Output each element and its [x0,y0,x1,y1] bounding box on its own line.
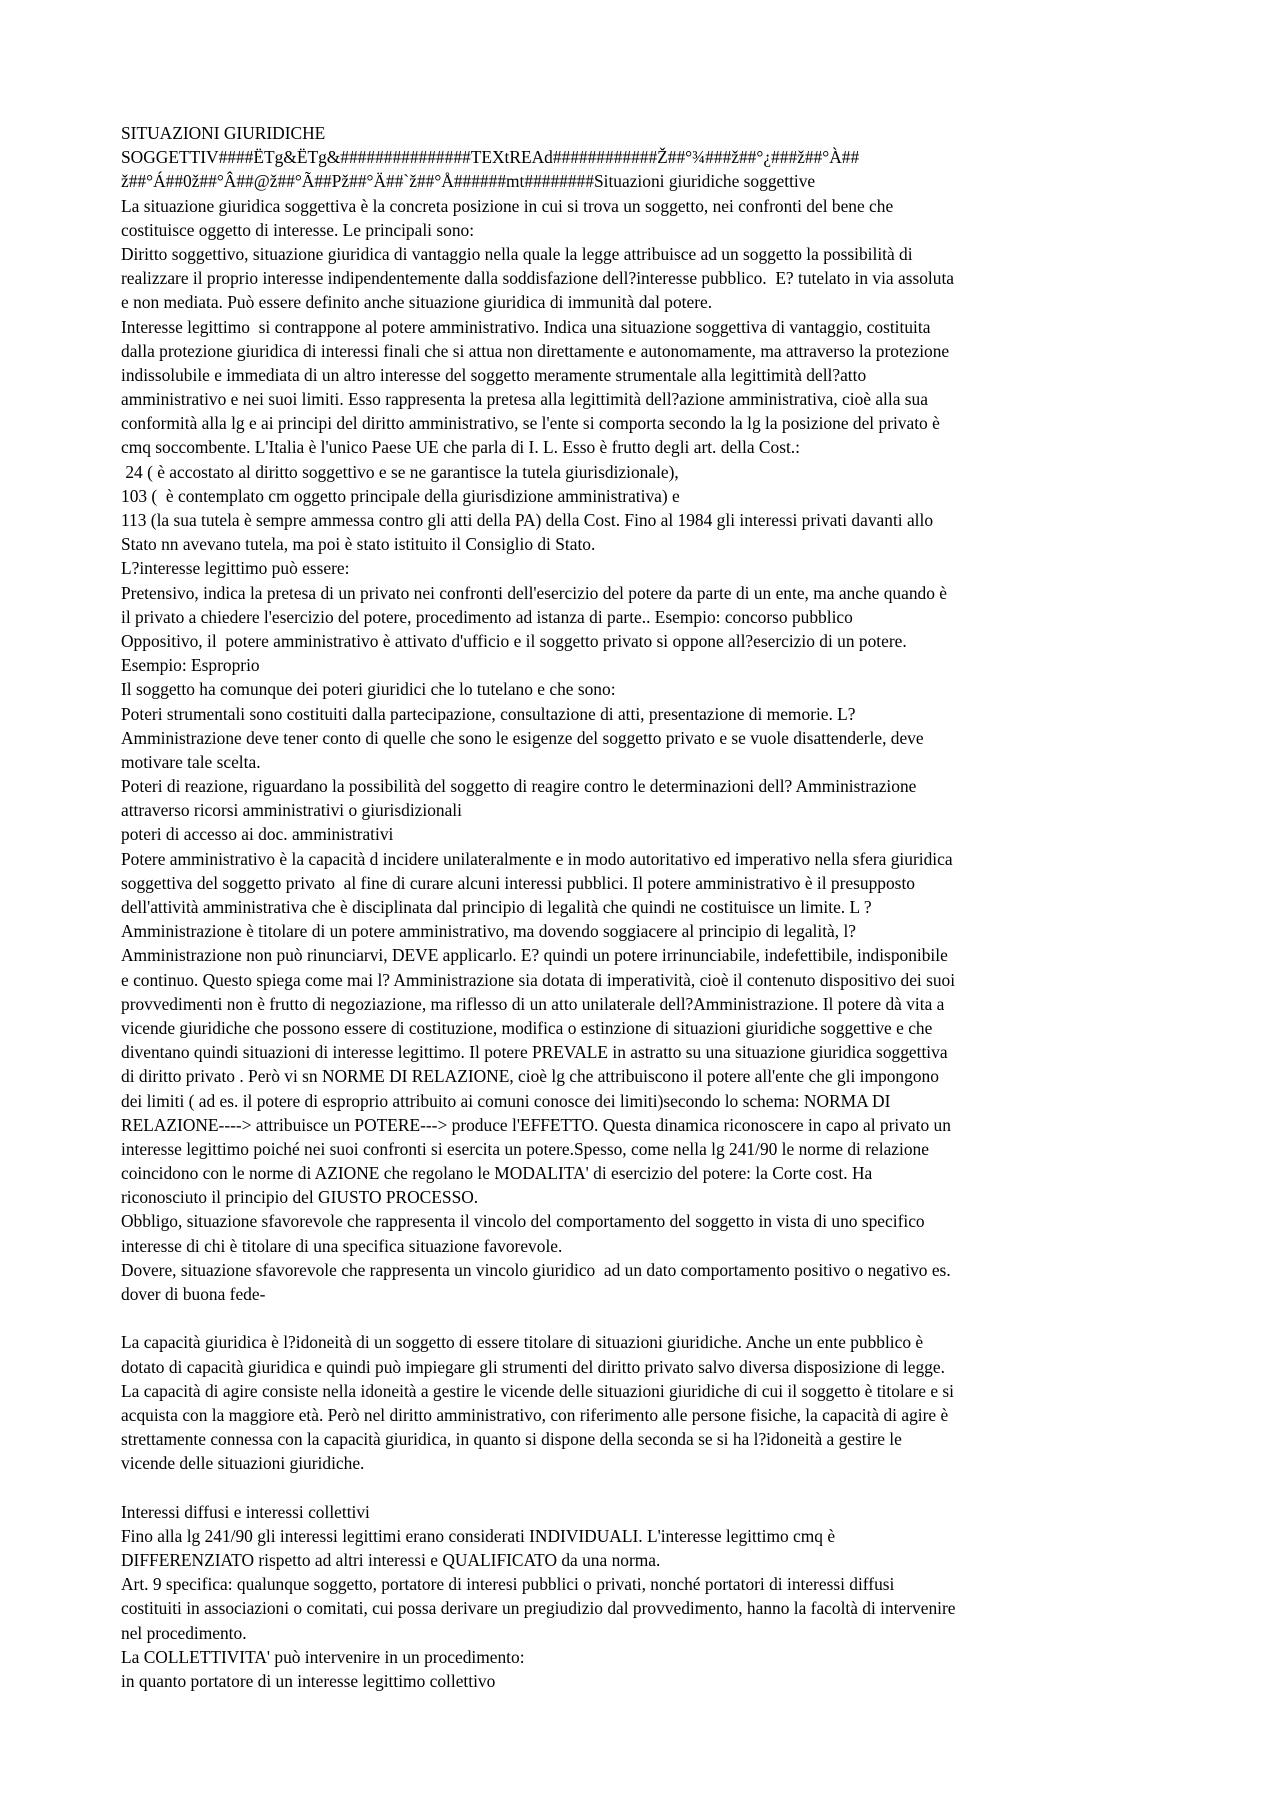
text-line: indissolubile e immediata di un altro interesse del soggetto meramente strumentale alla legittimità dell?atto [121,364,867,385]
text-line: L?interesse legittimo può essere: [121,558,350,579]
text-line: provvedimenti non è frutto di negoziazione, ma riflesso di un atto unilaterale dell?Amministrazione. Il potere dà vita a [121,993,945,1014]
text-line: realizzare il proprio interesse indipendentemente dalla soddisfazione dell?interesse pubblico. E? tutelato in via assoluta [121,268,955,289]
text-line: costituisce oggetto di interesse. Le principali sono: [121,219,475,240]
text-line: SOGGETTIV####ËTg&ËTg&###############TEXtREAd############Ž##°¾###ž##°¿###ž##°À## [121,147,860,168]
text-line: dalla protezione giuridica di interessi finali che si attua non direttamente e autonomamente, ma attraverso la protezione [121,340,950,361]
text-line: Il soggetto ha comunque dei poteri giuridici che lo tutelano e che sono: [121,679,616,700]
text-line: Amministrazione deve tener conto di quelle che sono le esigenze del soggetto privato e se vuole disattenderle, deve [121,727,924,748]
text-line: SITUAZIONI GIURIDICHE [121,123,326,143]
text-line: soggettiva del soggetto privato al fine di curare alcuni interessi pubblici. Il potere amministrativo è il presupposto [121,872,915,893]
text-line: Interesse legittimo si contrappone al potere amministrativo. Indica una situazione soggettiva di vantaggio, costituita [121,316,931,337]
text-line: Obbligo, situazione sfavorevole che rappresenta il vincolo del comportamento del soggetto in vista di uno specifico [121,1211,925,1232]
text-line: e non mediata. Può essere definito anche situazione giuridica di immunità dal potere. [121,292,713,313]
text-line: dover di buona fede- [121,1284,266,1304]
text-line: La capacità di agire consiste nella idoneità a gestire le vicende delle situazioni giuridiche di cui il soggetto è titolare e si [121,1380,954,1401]
text-line: strettamente connessa con la capacità giuridica, in quanto si dispone della seconda se si ha l?idoneità a gestire le [121,1429,902,1450]
text-line: cmq soccombente. L'Italia è l'unico Paese UE che parla di I. L. Esso è frutto degli art. della Cost.: [121,437,800,458]
text-line: RELAZIONE----> attribuisce un POTERE---> produce l'EFFETTO. Questa dinamica riconoscere in capo al privato un [121,1114,951,1135]
text-line: dotato di capacità giuridica e quindi può impiegare gli strumenti del diritto privato salvo diversa disposizione di legge. [121,1356,945,1377]
text-line: conformità alla lg e ai principi del diritto amministrativo, se l'ente si comporta secondo la lg la posizione del privato è [121,413,940,434]
text-line: acquista con la maggiore età. Però nel diritto amministrativo, con riferimento alle persone fisiche, la capacità di agire è [121,1404,949,1425]
text-line: di diritto privato . Però vi sn NORME DI RELAZIONE, cioè lg che attribuiscono il potere all'ente che gli impongono [121,1066,939,1087]
text-line: nel procedimento. [121,1622,247,1643]
text-line: poteri di accesso ai doc. amministrativi [121,824,394,845]
text-line: il privato a chiedere l'esercizio del potere, procedimento ad istanza di parte.. Esempio: concorso pubblico [121,606,853,627]
blank-line [121,1306,1171,1330]
text-line: La COLLETTIVITA' può intervenire in un procedimento: [121,1646,525,1667]
blank-line [121,1476,1171,1500]
text-line: Art. 9 specifica: qualunque soggetto, portatore di interesi pubblici o privati, nonché portatori di interessi diffusi [121,1574,895,1595]
text-line: Amministrazione non può rinunciarvi, DEVE applicarlo. E? quindi un potere irrinunciabile, indefettibile, indisponibile [121,945,948,966]
text-line: vicende delle situazioni giuridiche. [121,1453,365,1474]
text-line: La situazione giuridica soggettiva è la concreta posizione in cui si trova un soggetto, nei confronti del bene che [121,195,894,216]
text-line: amministrativo e nei suoi limiti. Esso rappresenta la pretesa alla legittimità dell?azione amministrativa, cioè alla sua [121,389,928,410]
text-line: Amministrazione è titolare di un potere amministrativo, ma dovendo soggiacere al principio di legalità, l? [121,921,857,942]
text-line: DIFFERENZIATO rispetto ad altri interessi e QUALIFICATO da una norma. [121,1550,661,1571]
text-line: 113 (la sua tutela è sempre ammessa contro gli atti della PA) della Cost. Fino al 1984 gli interessi privati davanti allo [121,510,934,530]
text-line: 103 ( è contemplato cm oggetto principale della giurisdizione amministrativa) e [121,485,680,506]
text-line: diventano quindi situazioni di interesse legittimo. Il potere PREVALE in astratto su una situazione giuridica soggettiva [121,1042,948,1063]
text-line: interesse di chi è titolare di una specifica situazione favorevole. [121,1235,563,1256]
text-line: in quanto portatore di un interesse legittimo collettivo [121,1671,496,1691]
text-line: interesse legittimo poiché nei suoi confronti si esercita un potere.Spesso, come nella lg 241/90 le norme di relazione [121,1138,929,1159]
text-line: e continuo. Questo spiega come mai l? Amministrazione sia dotata di imperatività, cioè il contenuto dispositivo dei suoi [121,969,956,990]
text-line: Esempio: Esproprio [121,655,260,676]
text-line: dell'attività amministrativa che è disciplinata dal principio di legalità che quindi ne costituisce un limite. L ? [121,897,872,917]
text-line: costituiti in associazioni o comitati, cui possa derivare un pregiudizio dal provvedimento, hanno la facoltà di intervenire [121,1598,956,1619]
text-line: Dovere, situazione sfavorevole che rappresenta un vincolo giuridico ad un dato comportamento positivo o negativo es. [121,1259,951,1280]
text-line: ž##°Á##0ž##°Â##@ž##°Ã##Pž##°Ä##`ž##°Å######mt########Situazioni giuridiche soggettive [121,171,816,192]
text-line: motivare tale scelta. [121,751,261,772]
text-line: Oppositivo, il potere amministrativo è attivato d'ufficio e il soggetto privato si oppone all?esercizio di un potere. [121,630,907,651]
text-line: Interessi diffusi e interessi collettivi [121,1501,370,1522]
text-line: attraverso ricorsi amministrativi o giurisdizionali [121,800,462,821]
text-line: dei limiti ( ad es. il potere di esproprio attribuito ai comuni conosce dei limiti)secondo lo schema: NORMA DI [121,1090,891,1111]
document-page [121,121,1171,1693]
text-line: Pretensivo, indica la pretesa di un privato nei confronti dell'esercizio del potere da parte di un ente, ma anche quando è [121,582,947,603]
text-line: 24 ( è accostato al diritto soggettivo e se ne garantisce la tutela giurisdizionale), [121,461,679,482]
text-line: Poteri strumentali sono costituiti dalla partecipazione, consultazione di atti, presentazione di memorie. L? [121,703,856,724]
text-line: coincidono con le norme di AZIONE che regolano le MODALITA' di esercizio del potere: la Corte cost. Ha [121,1163,873,1184]
text-line: vicende giuridiche che possono essere di costituzione, modifica o estinzione di situazioni giuridiche soggettive e che [121,1017,933,1038]
text-line: Fino alla lg 241/90 gli interessi legittimi erano considerati INDIVIDUALI. L'interesse legittimo cmq è [121,1525,836,1546]
text-line: Potere amministrativo è la capacità d incidere unilateralmente e in modo autoritativo ed imperativo nella sfera giuridica [121,848,953,869]
text-line: riconosciuto il principio del GIUSTO PROCESSO. [121,1187,479,1208]
text-line: Stato nn avevano tutela, ma poi è stato istituito il Consiglio di Stato. [121,534,596,555]
text-line: Diritto soggettivo, situazione giuridica di vantaggio nella quale la legge attribuisce ad un soggetto la possibilità di [121,243,913,264]
text-line: La capacità giuridica è l?idoneità di un soggetto di essere titolare di situazioni giuridiche. Anche un ente pubblico è [121,1332,924,1353]
text-line: Poteri di reazione, riguardano la possibilità del soggetto di reagire contro le determinazioni dell? Amministrazione [121,776,917,797]
